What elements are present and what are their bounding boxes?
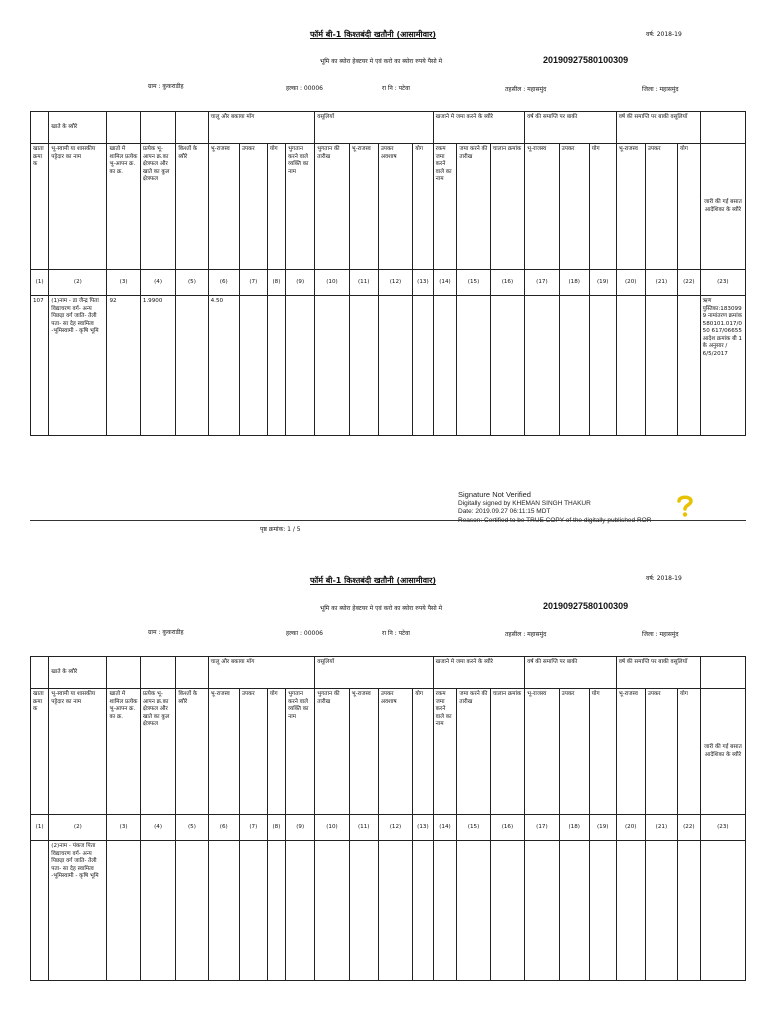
zila-label: जिला : महासमुंद [642,631,679,638]
header-cell: उपकर [645,689,677,815]
form-subtitle: भूमि का ब्योरा हेक्टयर मे एवं करो का ब्योरा रुपये पैसो मे [320,605,443,612]
group-chalu: चालू और बकाया माँग [208,657,315,689]
header-cell: भुगतान की तारीख [315,689,349,815]
form-title: फॉर्म बी-1 किश्तबंदी खतौनी (आसामीवार) [310,576,437,585]
header-cell: खातो मे शामिल प्रत्येक भू-आपन क्र. का क्र. [107,144,140,270]
header-cell: खाता क्रमा क [31,689,49,815]
header-cell: योग [267,144,285,270]
column-number: (10) [315,270,349,296]
halka-label: हल्का : 00006 [286,85,323,92]
header-cell: रकम जमा करने वाले का नाम [433,144,457,270]
header-cell: योग [267,689,285,815]
header-cell: खातो मे शामिल प्रत्येक भू-आपन क्र. का क्र. [107,689,140,815]
column-number: (8) [267,815,285,841]
column-number: (12) [378,270,412,296]
header-cell: जमा करने की तारीख [457,689,490,815]
remarks: ऋण पुस्तिका:1830999 नामांतरण क्रमांक 580101.017/050 617/06655 आदेश क्रमांक बी 1 के अनुसार / 6/5/2017 [700,296,745,436]
column-number: (3) [107,270,140,296]
column-number: (11) [349,815,378,841]
khatauni-table [30,111,746,436]
header-cell: योग [589,144,616,270]
header-cell: भू-राजस्व [208,689,239,815]
group-chalu: चालू और बकाया माँग [208,112,315,144]
column-number: (16) [490,815,524,841]
column-number: (20) [616,270,645,296]
khatauni-table [30,656,746,981]
header-cell: किश्तों के ब्यौरे [176,144,208,270]
year-label: वर्ष: 2018-19 [646,31,682,38]
column-number: (23) [700,815,745,841]
header-cell: भू-राजस्व [349,689,378,815]
column-number: (20) [616,815,645,841]
tehsil-label: तहसील : महासमुंद [505,631,547,638]
header-cell: भू-राजस्व [525,689,559,815]
column-number: (16) [490,270,524,296]
group-khazane: खजाने मे जमा करने के ब्यौरे [433,112,525,144]
header-cell: योग [678,144,701,270]
signature-status: Signature Not Verified [458,490,531,499]
form-title: फॉर्म बी-1 किश्तबंदी खतौनी (आसामीवार) [310,30,437,39]
owner-details: (2)नाम - पंकज पिता विद्याचरण वर्ग- अन्य पिछड़ा वर्ग जाति- तेली पता- सा देह स्वामित्व -भूमिस्वामी - कृषि भूमि [49,841,107,981]
column-number: (12) [378,815,412,841]
header-cell: योग [678,689,701,815]
column-number: (1) [31,270,49,296]
group-khazane: खजाने मे जमा करने के ब्यौरे [433,657,525,689]
khata-number: 107 [31,296,49,436]
header-cell: भू-राजस्व [208,144,239,270]
header-cell: भुगतान की तारीख [315,144,349,270]
table-row [31,296,746,436]
column-number: (22) [678,270,701,296]
document-number: 20190927580100309 [543,55,629,65]
column-number: (2) [49,270,107,296]
page-divider [30,520,746,521]
column-number: (13) [413,815,433,841]
column-number: (7) [239,815,267,841]
header-cell: योग [413,144,433,270]
header-cell: योग [413,689,433,815]
column-number: (21) [645,815,677,841]
header-cell: जारी की गई बसात आदेशिका के ब्यौरे [700,689,745,815]
question-mark-icon [675,494,695,518]
rani-label: रा नि : पटेवा [382,85,410,92]
group-varsh-vasuli: वर्ष की समाप्ति पर बाकी वसूलियाँ [616,112,700,144]
column-number: (6) [208,815,239,841]
form-subtitle: भूमि का ब्योरा हेक्टयर मे एवं करो का ब्योरा रुपये पैसो मे [320,58,443,65]
header-cell: खाता क्रमा क [31,144,49,270]
header-cell: चालान क्रमांक [490,689,524,815]
column-number: (2) [49,815,107,841]
column-number: (5) [176,815,208,841]
group-vasuliyan: वसूलियाँ [315,657,433,689]
owner-details: (1)नाम - डा जैन्द्र पिता विद्याचरण वर्ग- अन्य पिछड़ा वर्ग जाति- तेली पता- सा देह स्वामित्व -भूमिस्वामी - कृषि भूमि [49,296,107,436]
page-2 [0,546,768,1024]
table-row [31,841,746,981]
header-cell: उपकर अवशाष [378,689,412,815]
column-number: (7) [239,270,267,296]
column-number: (18) [559,815,589,841]
header-cell: उपकर [239,689,267,815]
year-label: वर्ष: 2018-19 [646,575,682,582]
header-cell: भुगतान करने वाले व्यक्ति का नाम [286,689,315,815]
column-number: (1) [31,815,49,841]
column-number: (23) [700,270,745,296]
gram-label: ग्राम : कुकराडीह [148,629,184,636]
column-number: (21) [645,270,677,296]
header-cell: उपकर [559,144,589,270]
signature-date: Date: 2019.09.27 06:11:15 MDT [458,508,551,515]
header-cell: प्रत्येक भू-आपन क्र.का क्षेत्रफल और खाते का कुल क्षेत्रफल [140,144,176,270]
column-number: (10) [315,815,349,841]
column-number: (22) [678,815,701,841]
column-number: (17) [525,270,559,296]
rajasv-value: 4.50 [208,296,239,436]
header-cell: भू-राजस्व [349,144,378,270]
area-value: 1.9900 [140,296,176,436]
column-number: (4) [140,270,176,296]
rani-label: रा नि : पटेवा [382,630,410,637]
column-number: (5) [176,270,208,296]
column-number: (4) [140,815,176,841]
column-number: (3) [107,815,140,841]
header-cell: भू-राजस्व [616,144,645,270]
header-cell: उपकर [645,144,677,270]
header-cell: भू-राजस्व [525,144,559,270]
header-cell: उपकर [559,689,589,815]
halka-label: हल्का : 00006 [286,630,323,637]
header-cell: जारी की गई बसात आदेशिका के ब्यौरे [700,144,745,270]
signature-signer: Digitally signed by KHEMAN SINGH THAKUR [458,499,591,507]
column-number: (18) [559,270,589,296]
column-number: (8) [267,270,285,296]
header-cell: प्रत्येक भू-आपन क्र.का क्षेत्रफल और खाते का कुल क्षेत्रफल [140,689,176,815]
header-cell: रकम जमा करने वाले का नाम [433,689,457,815]
gram-label: ग्राम : कुकराडीह [148,83,184,90]
document-number: 20190927580100309 [543,601,629,611]
khasra-number: 92 [107,296,140,436]
column-number: (13) [413,270,433,296]
group-varsh-baki: वर्ष की समाप्ति पर बाकी [525,112,617,144]
column-number: (9) [286,815,315,841]
header-cell: उपकर [239,144,267,270]
header-cell: चालान क्रमांक [490,144,524,270]
group-vasuliyan: वसूलियाँ [315,112,433,144]
column-number: (9) [286,270,315,296]
column-number: (15) [457,815,490,841]
zila-label: जिला : महासमुंद [642,86,679,93]
header-cell: जमा करने की तारीख [457,144,490,270]
header-cell: भू-राजस्व [616,689,645,815]
column-number: (14) [433,815,457,841]
header-cell: भुगतान करने वाले व्यक्ति का नाम [286,144,315,270]
group-varsh-baki: वर्ष की समाप्ति पर बाकी [525,657,617,689]
header-cell: भू-स्वामी या शासकीय पट्टेदार का नाम [49,689,107,815]
column-number: (15) [457,270,490,296]
group-khate: खाते के ब्यौरे [49,657,107,689]
header-cell: योग [589,689,616,815]
column-number: (11) [349,270,378,296]
column-number: (17) [525,815,559,841]
group-khate: खाते के ब्यौरे [49,112,107,144]
column-number: (14) [433,270,457,296]
column-number: (19) [589,815,616,841]
group-varsh-vasuli: वर्ष की समाप्ति पर बाकी वसूलियाँ [616,657,700,689]
column-number: (6) [208,270,239,296]
column-number: (19) [589,270,616,296]
header-cell: किश्तों के ब्यौरे [176,689,208,815]
page-number: पृष्ठ क्रमांक: 1 / 5 [260,526,301,533]
header-cell: उपकर अवशाष [378,144,412,270]
header-cell: भू-स्वामी या शासकीय पट्टेदार का नाम [49,144,107,270]
tehsil-label: तहसील : महासमुंद [505,86,547,93]
